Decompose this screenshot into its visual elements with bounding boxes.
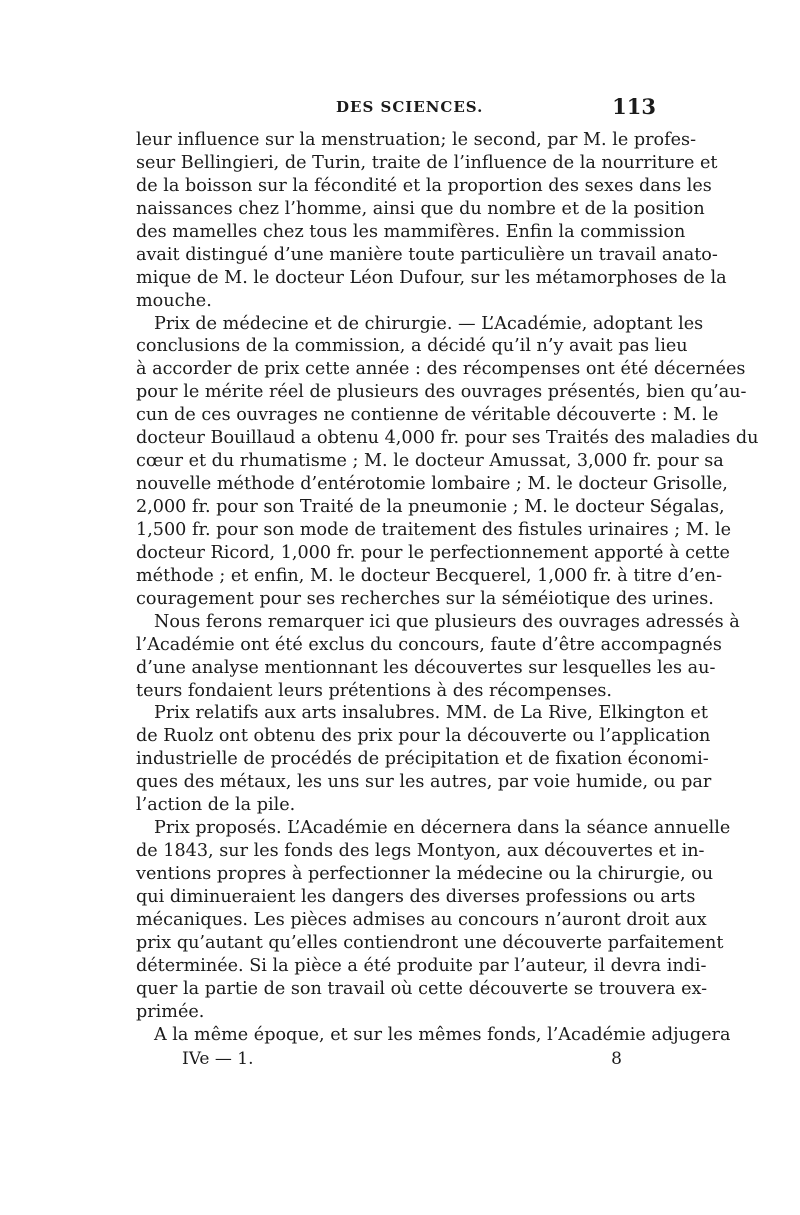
text-line: couragement pour ses recherches sur la séméiotique des urines. [136, 588, 714, 609]
text-line: 2,000 fr. pour son Traité de la pneumonie ; M. le docteur Ségalas, [136, 497, 725, 517]
text-line: l’action de la pile. [136, 795, 296, 816]
text-line: mécaniques. Les pièces admises au concours n’auront droit aux [136, 909, 707, 930]
text-line: naissances chez l’homme, ainsi que du nombre et de la position [136, 198, 705, 219]
text-line: seur Bellingieri, de Turin, traite de l’influence de la nourriture et [136, 152, 718, 173]
text-line: pour le mérite réel de plusieurs des ouvrages présentés, bien qu’au- [136, 382, 747, 403]
signature-number: 8 [611, 1049, 622, 1069]
text-line: cœur et du rhumatisme ; M. le docteur Amussat, 3,000 fr. pour sa [136, 451, 724, 472]
text-line: ventions propres à perfectionner la médecine ou la chirurgie, ou [136, 864, 714, 884]
text-line: mique de M. le docteur Léon Dufour, sur les métamorphoses de la [136, 267, 727, 288]
text-line: ques des métaux, les uns sur les autres, par voie humide, ou par [136, 772, 712, 793]
text-line: prix qu’autant qu’elles contiendront une découverte parfaitement [136, 932, 724, 953]
running-title: DES SCIENCES. [336, 98, 484, 116]
body-text [136, 129, 759, 1047]
text-line: teurs fondaient leurs prétentions à des récompenses. [136, 680, 613, 701]
text-line: nouvelle méthode d’entérotomie lombaire ; M. le docteur Grisolle, [136, 474, 728, 495]
text-line: A la même époque, et sur les mêmes fonds, l’Académie adjugera [154, 1024, 731, 1045]
text-line: conclusions de la commission, a décidé qu’il n’y avait pas lieu [136, 336, 688, 357]
signature-mark: IVe — 1. [182, 1049, 254, 1069]
text-line: à accorder de prix cette année : des récompenses ont été décernées [136, 359, 746, 380]
text-line: qui diminueraient les dangers des diverses professions ou arts [136, 886, 696, 907]
text-line: 1,500 fr. pour son mode de traitement des fistules urinaires ; M. le [136, 519, 731, 540]
text-line: déterminée. Si la pièce a été produite par l’auteur, il devra indi- [136, 955, 707, 976]
text-line: l’Académie ont été exclus du concours, faute d’être accompagnés [136, 634, 722, 655]
text-line: Nous ferons remarquer ici que plusieurs des ouvrages adressés à [154, 611, 740, 632]
text-line: d’une analyse mentionnant les découvertes sur lesquelles les au- [136, 657, 716, 678]
page-header [136, 94, 668, 128]
text-line: avait distingué d’une manière toute particulière un travail anato- [136, 244, 718, 265]
text-line: Prix de médecine et de chirurgie. — L’Académie, adoptant les [154, 313, 704, 334]
text-line: leur influence sur la menstruation; le second, par M. le profes- [136, 130, 697, 150]
text-line: quer la partie de son travail où cette découverte se trouvera ex- [136, 978, 708, 999]
text-line: des mamelles chez tous les mammifères. Enfin la commission [136, 221, 686, 242]
text-line: docteur Bouillaud a obtenu 4,000 fr. pour ses Traités des maladies du [136, 428, 759, 449]
page-footer [182, 1049, 622, 1075]
text-line: docteur Ricord, 1,000 fr. pour le perfectionnement apporté à cette [136, 542, 730, 563]
text-line: industrielle de procédés de précipitation et de fixation économi- [136, 749, 709, 770]
text-line: Prix relatifs aux arts insalubres. MM. de La Rive, Elkington et [154, 703, 708, 724]
page-number: 113 [612, 94, 656, 119]
text-line: méthode ; et enfin, M. le docteur Becquerel, 1,000 fr. à titre d’en- [136, 565, 723, 586]
text-line: Prix proposés. L’Académie en décernera dans la séance annuelle [154, 818, 731, 839]
text-line: mouche. [136, 290, 212, 311]
text-line: de Ruolz ont obtenu des prix pour la découverte ou l’application [136, 726, 711, 747]
text-line: de 1843, sur les fonds des legs Montyon, aux découvertes et in- [136, 841, 705, 862]
text-line: de la boisson sur la fécondité et la proportion des sexes dans les [136, 175, 712, 196]
text-line: cun de ces ouvrages ne contienne de véritable découverte : M. le [136, 405, 719, 426]
text-line: primée. [136, 1001, 205, 1022]
